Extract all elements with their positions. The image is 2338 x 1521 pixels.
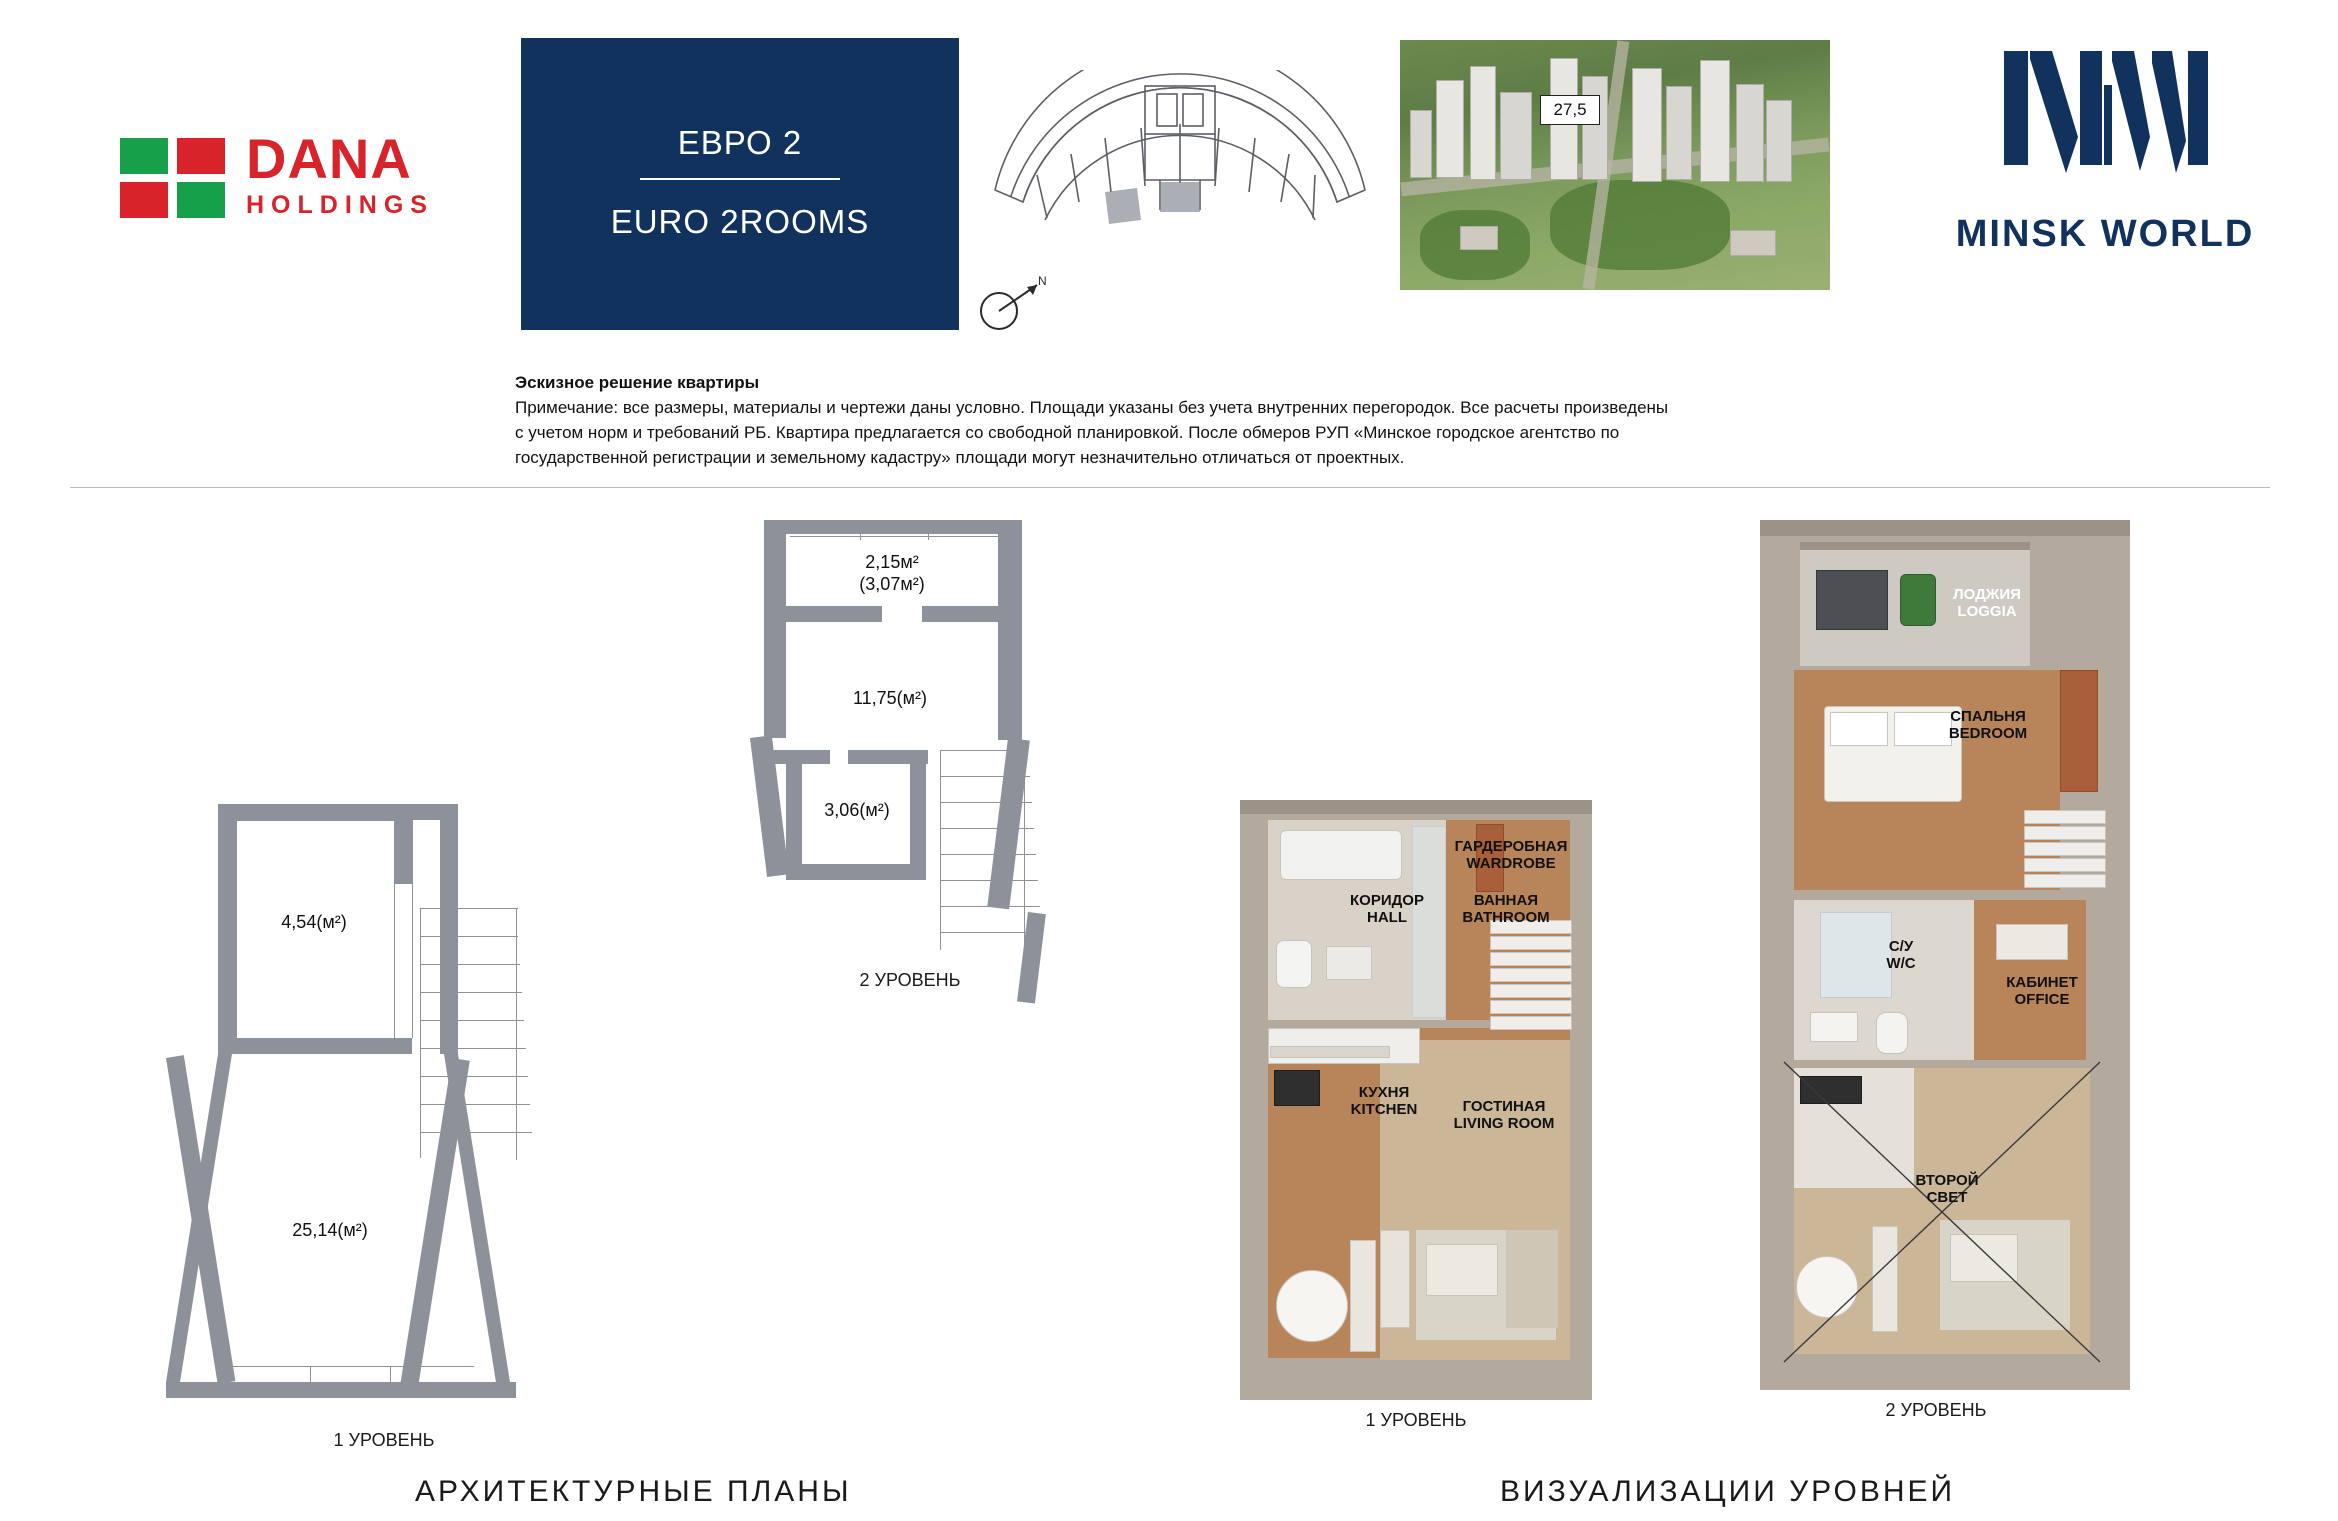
dana-name: DANA bbox=[246, 127, 412, 190]
plan1-area-1: 4,54(м²) bbox=[281, 912, 347, 932]
render2-label-wc: С/У W/C bbox=[1886, 938, 1916, 972]
plan1-caption: 1 УРОВЕНЬ bbox=[333, 1430, 435, 1450]
header bbox=[0, 0, 2338, 467]
mw-wordmark: MINSK WORLD bbox=[1955, 213, 2255, 255]
floor-key-plan bbox=[985, 70, 1375, 260]
title-en: EURO 2ROOMS bbox=[610, 203, 870, 240]
render-level-1 bbox=[1240, 800, 1620, 1440]
render1-label-living: ГОСТИНАЯ LIVING ROOM bbox=[1453, 1098, 1555, 1132]
note-line-2: с учетом норм и требований РБ. Квартира предлагается со свободной планировкой. После обмеров РУП «Минское городское агентство по bbox=[515, 423, 1620, 442]
minsk-world-logo bbox=[1940, 45, 2270, 295]
render1-label-hall: КОРИДОР HALL bbox=[1350, 892, 1424, 926]
svg-text:N: N bbox=[1038, 275, 1047, 288]
plan2-area-bath: 3,06(м²) bbox=[824, 800, 890, 820]
header-divider bbox=[70, 487, 2270, 488]
mw-monogram-icon bbox=[2000, 45, 2210, 195]
note-line-3: государственной регистрации и земельному кадастру» площади могут незначительно отличаться от проектных. bbox=[515, 448, 1405, 467]
note-line-1: Примечание: все размеры, материалы и чертежи даны условно. Площади указаны без учета внутренних перегородок. Все расчеты произведены bbox=[515, 398, 1669, 417]
renders-section-title: ВИЗУАЛИЗАЦИИ УРОВНЕЙ bbox=[1500, 1475, 1956, 1508]
title-ru: ЕВРО 2 bbox=[677, 124, 803, 161]
plan1-area-2: 25,14(м²) bbox=[292, 1220, 368, 1240]
dana-subtitle: HOLDINGS bbox=[246, 191, 434, 219]
render2-label-bedroom: СПАЛЬНЯ BEDROOM bbox=[1948, 708, 2028, 742]
render1-label-kitchen: КУХНЯ KITCHEN bbox=[1350, 1084, 1418, 1118]
disclaimer-note bbox=[515, 370, 2075, 470]
plans-section-title: АРХИТЕКТУРНЫЕ ПЛАНЫ bbox=[415, 1475, 852, 1508]
render2-label-loggia: ЛОДЖИЯ LOGGIA bbox=[1953, 586, 2021, 620]
note-heading: Эскизное решение квартиры bbox=[515, 373, 760, 392]
plan2-caption: 2 УРОВЕНЬ bbox=[859, 970, 961, 990]
render1-label-wardrobe: ГАРДЕРОБНАЯ WARDROBE bbox=[1454, 838, 1568, 872]
plan-level-2 bbox=[740, 520, 1160, 1100]
render-level-2 bbox=[1760, 520, 2180, 1450]
render2-caption: 2 УРОВЕНЬ bbox=[1885, 1400, 1987, 1420]
dana-squares-icon bbox=[120, 138, 232, 224]
title-divider bbox=[640, 178, 840, 180]
void-cross-icon bbox=[1780, 1058, 2104, 1366]
plan-level-1 bbox=[190, 790, 590, 1450]
dana-holdings-logo bbox=[120, 127, 490, 235]
render2-label-office: КАБИНЕТ OFFICE bbox=[2006, 974, 2078, 1008]
plan2-area-room: 11,75(м²) bbox=[852, 688, 928, 708]
render2-label-void: ВТОРОЙ СВЕТ bbox=[1915, 1172, 1979, 1206]
aerial-district-render bbox=[1400, 40, 1830, 290]
plan2-area-loggia: 2,15м² bbox=[865, 552, 919, 572]
render1-caption: 1 УРОВЕНЬ bbox=[1365, 1410, 1467, 1430]
compass-icon bbox=[975, 275, 1055, 335]
plan2-area-loggia-alt: (3,07м²) bbox=[859, 574, 925, 594]
height-badge: 27,5 bbox=[1540, 95, 1600, 125]
render1-label-bathroom: ВАННАЯ BATHROOM bbox=[1462, 892, 1550, 926]
title-block bbox=[521, 38, 959, 330]
